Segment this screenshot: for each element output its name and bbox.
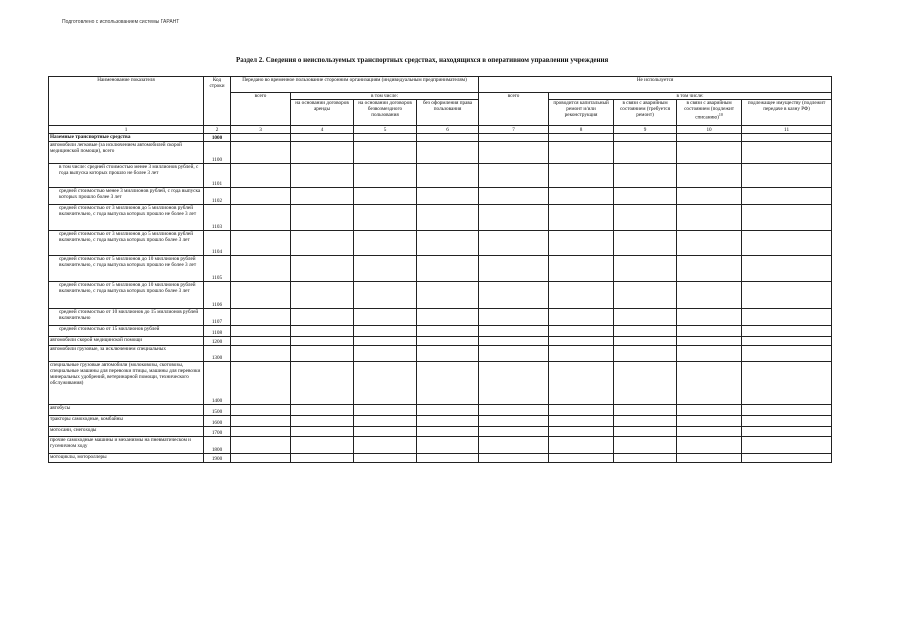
row-label: средней стоимостью от 5 миллионов до 10 миллионов рублей включительно, с года выпуска которых прошло более 3 лет xyxy=(49,282,204,309)
value-cell xyxy=(354,188,417,205)
value-cell xyxy=(291,282,354,309)
col-num: 2 xyxy=(204,126,231,134)
value-cell xyxy=(742,326,832,337)
row-label: тракторы самоходные, комбайны xyxy=(49,416,204,427)
value-cell xyxy=(549,142,614,164)
value-cell xyxy=(479,231,549,256)
value-cell xyxy=(479,454,549,463)
col-num: 1 xyxy=(49,126,204,134)
column-numbers-row xyxy=(49,126,832,134)
value-cell xyxy=(417,164,479,188)
row-code: 1108 xyxy=(204,326,231,337)
value-cell xyxy=(742,134,832,142)
value-cell xyxy=(479,437,549,454)
value-cell xyxy=(677,326,742,337)
col-num: 5 xyxy=(354,126,417,134)
value-cell xyxy=(354,346,417,362)
value-cell xyxy=(231,326,291,337)
table-row xyxy=(49,405,832,416)
value-cell xyxy=(417,454,479,463)
row-label: средней стоимостью от 15 миллионов рублей xyxy=(49,326,204,337)
value-cell xyxy=(291,142,354,164)
value-cell xyxy=(417,405,479,416)
value-cell xyxy=(231,142,291,164)
value-cell xyxy=(231,256,291,282)
value-cell xyxy=(614,134,677,142)
value-cell xyxy=(677,437,742,454)
value-cell xyxy=(231,282,291,309)
col-num: 6 xyxy=(417,126,479,134)
row-label: средней стоимостью от 10 миллионов до 15 миллионов рублей включительно xyxy=(49,309,204,326)
header-name: Наименование показателя xyxy=(49,77,204,126)
row-label: в том числе: средней стоимостью менее 3 миллионов рублей, с года выпуска которых прошло не более 3 лет xyxy=(49,164,204,188)
value-cell xyxy=(549,427,614,437)
value-cell xyxy=(549,437,614,454)
value-cell xyxy=(231,416,291,427)
table-row xyxy=(49,326,832,337)
value-cell xyxy=(549,188,614,205)
value-cell xyxy=(479,362,549,405)
value-cell xyxy=(291,362,354,405)
value-cell xyxy=(479,405,549,416)
value-cell xyxy=(291,454,354,463)
value-cell xyxy=(677,454,742,463)
value-cell xyxy=(231,164,291,188)
source-note: Подготовлено с использованием системы ГАРАНТ xyxy=(62,19,180,25)
row-label: специальные грузовые автомобили (молоковозы, скотовозы, специальные машины для перевозки птицы, машины для перевозки минеральных удобрений, ветеринарной помощи, технического обслуживания) xyxy=(49,362,204,405)
section-title: Раздел 2. Сведения о неиспользуемых транспортных средствах, находящихся в оперативном управлении учреждения xyxy=(236,56,609,64)
value-cell xyxy=(614,231,677,256)
row-code: 1105 xyxy=(204,256,231,282)
table-row xyxy=(49,282,832,309)
value-cell xyxy=(677,256,742,282)
value-cell xyxy=(354,142,417,164)
value-cell xyxy=(417,188,479,205)
value-cell xyxy=(479,326,549,337)
header-write-off-sup: 10 xyxy=(718,112,723,117)
header-rent: на основании договоров аренды xyxy=(291,100,354,126)
row-label: автобусы xyxy=(49,405,204,416)
value-cell xyxy=(742,362,832,405)
table-row xyxy=(49,231,832,256)
row-code: 1106 xyxy=(204,282,231,309)
value-cell xyxy=(291,309,354,326)
value-cell xyxy=(742,231,832,256)
value-cell xyxy=(231,454,291,463)
value-cell xyxy=(614,326,677,337)
value-cell xyxy=(742,416,832,427)
value-cell xyxy=(417,282,479,309)
value-cell xyxy=(417,142,479,164)
value-cell xyxy=(291,346,354,362)
value-cell xyxy=(549,362,614,405)
value-cell xyxy=(742,337,832,346)
value-cell xyxy=(354,309,417,326)
header-free-use: на основании договоров безвозмездного пользования xyxy=(354,100,417,126)
value-cell xyxy=(549,231,614,256)
value-cell xyxy=(354,362,417,405)
value-cell xyxy=(291,437,354,454)
value-cell xyxy=(614,454,677,463)
value-cell xyxy=(614,188,677,205)
value-cell xyxy=(549,134,614,142)
col-num: 8 xyxy=(549,126,614,134)
value-cell xyxy=(417,427,479,437)
value-cell xyxy=(614,427,677,437)
value-cell xyxy=(549,282,614,309)
row-code: 1400 xyxy=(204,362,231,405)
value-cell xyxy=(549,309,614,326)
value-cell xyxy=(479,416,549,427)
value-cell xyxy=(231,205,291,231)
value-cell xyxy=(354,231,417,256)
value-cell xyxy=(231,231,291,256)
row-label: средней стоимостью от 3 миллионов до 5 миллионов рублей включительно, с года выпуска которых прошло не более 3 лет xyxy=(49,205,204,231)
value-cell xyxy=(479,337,549,346)
value-cell xyxy=(614,405,677,416)
table-body xyxy=(49,134,832,463)
table-row xyxy=(49,142,832,164)
table-row xyxy=(49,256,832,282)
value-cell xyxy=(231,337,291,346)
value-cell xyxy=(417,416,479,427)
value-cell xyxy=(677,164,742,188)
value-cell xyxy=(291,256,354,282)
value-cell xyxy=(677,231,742,256)
value-cell xyxy=(354,256,417,282)
value-cell xyxy=(417,256,479,282)
value-cell xyxy=(354,427,417,437)
row-code: 1300 xyxy=(204,346,231,362)
value-cell xyxy=(231,134,291,142)
header-transfer-rf: подлежащее имуществу (подлежит передаче в казну РФ) xyxy=(742,100,832,126)
value-cell xyxy=(231,309,291,326)
col-num: 10 xyxy=(677,126,742,134)
value-cell xyxy=(742,164,832,188)
value-cell xyxy=(677,134,742,142)
row-code: 1900 xyxy=(204,454,231,463)
value-cell xyxy=(291,231,354,256)
value-cell xyxy=(479,142,549,164)
row-code: 1100 xyxy=(204,142,231,164)
value-cell xyxy=(417,437,479,454)
table-row xyxy=(49,309,832,326)
header-write-off xyxy=(677,100,742,126)
value-cell xyxy=(479,134,549,142)
col-num: 11 xyxy=(742,126,832,134)
value-cell xyxy=(742,405,832,416)
value-cell xyxy=(479,427,549,437)
value-cell xyxy=(231,346,291,362)
value-cell xyxy=(742,454,832,463)
value-cell xyxy=(354,337,417,346)
value-cell xyxy=(417,337,479,346)
value-cell xyxy=(291,326,354,337)
table-row xyxy=(49,454,832,463)
table-row xyxy=(49,437,832,454)
value-cell xyxy=(417,346,479,362)
value-cell xyxy=(291,164,354,188)
value-cell xyxy=(742,437,832,454)
value-cell xyxy=(614,309,677,326)
value-cell xyxy=(614,346,677,362)
row-label: Наземные транспортные средства xyxy=(49,134,204,142)
value-cell xyxy=(417,231,479,256)
value-cell xyxy=(354,164,417,188)
header-transferred-total: всего xyxy=(231,93,291,126)
value-cell xyxy=(291,405,354,416)
value-cell xyxy=(742,309,832,326)
value-cell xyxy=(479,346,549,362)
value-cell xyxy=(417,205,479,231)
value-cell xyxy=(231,188,291,205)
header-code: Код строки xyxy=(204,77,231,126)
col-num: 4 xyxy=(291,126,354,134)
table-row xyxy=(49,346,832,362)
value-cell xyxy=(742,427,832,437)
row-label: средней стоимостью от 5 миллионов до 10 миллионов рублей включительно, с года выпуска которых прошло не более 3 лет xyxy=(49,256,204,282)
table-row xyxy=(49,416,832,427)
value-cell xyxy=(354,416,417,427)
table-row xyxy=(49,337,832,346)
value-cell xyxy=(549,256,614,282)
value-cell xyxy=(614,337,677,346)
header-no-docs: без оформления права пользования xyxy=(417,100,479,126)
value-cell xyxy=(614,142,677,164)
value-cell xyxy=(354,134,417,142)
value-cell xyxy=(677,337,742,346)
row-label: автомобили скорой медицинской помощи xyxy=(49,337,204,346)
value-cell xyxy=(231,437,291,454)
value-cell xyxy=(677,188,742,205)
value-cell xyxy=(291,337,354,346)
row-label: средней стоимостью менее 3 миллионов рублей, с года выпуска которых прошло более 3 лет xyxy=(49,188,204,205)
value-cell xyxy=(479,256,549,282)
value-cell xyxy=(614,256,677,282)
value-cell xyxy=(549,405,614,416)
table-row xyxy=(49,188,832,205)
vehicles-table xyxy=(48,76,832,463)
value-cell xyxy=(677,427,742,437)
row-code: 1102 xyxy=(204,188,231,205)
table-row xyxy=(49,164,832,188)
value-cell xyxy=(677,205,742,231)
row-code: 1000 xyxy=(204,134,231,142)
value-cell xyxy=(354,326,417,337)
table-row xyxy=(49,427,832,437)
value-cell xyxy=(614,164,677,188)
row-code: 1101 xyxy=(204,164,231,188)
value-cell xyxy=(549,337,614,346)
value-cell xyxy=(614,362,677,405)
row-code: 1700 xyxy=(204,427,231,437)
value-cell xyxy=(742,142,832,164)
value-cell xyxy=(677,309,742,326)
value-cell xyxy=(291,134,354,142)
header-write-off-text: в связи с аварийным состоянием (подлежит списанию) xyxy=(684,100,735,121)
value-cell xyxy=(291,427,354,437)
row-label: мотосани, снегоходы xyxy=(49,427,204,437)
row-label: автомобили легковые (за исключением автомобилей скорой медицинской помощи), всего xyxy=(49,142,204,164)
header-not-used-incl: в том числе: xyxy=(549,93,832,100)
value-cell xyxy=(291,205,354,231)
row-label: автомобили грузовые, за исключением специальных xyxy=(49,346,204,362)
row-code: 1107 xyxy=(204,309,231,326)
value-cell xyxy=(614,416,677,427)
row-code: 1600 xyxy=(204,416,231,427)
value-cell xyxy=(742,205,832,231)
value-cell xyxy=(549,164,614,188)
header-transferred: Передано во временное пользование сторонним организациям (индивидуальным предпринимателям) xyxy=(231,77,479,93)
value-cell xyxy=(291,416,354,427)
value-cell xyxy=(354,282,417,309)
value-cell xyxy=(354,437,417,454)
header-transferred-incl: в том числе: xyxy=(291,93,479,100)
value-cell xyxy=(231,362,291,405)
value-cell xyxy=(677,346,742,362)
value-cell xyxy=(677,405,742,416)
header-repair: проводится капитальный ремонт и/или реконструкция xyxy=(549,100,614,126)
value-cell xyxy=(479,205,549,231)
row-label: прочие самоходные машины и механизмы на пневматическом и гусеничном ходу xyxy=(49,437,204,454)
row-code: 1800 xyxy=(204,437,231,454)
value-cell xyxy=(742,346,832,362)
table-row xyxy=(49,134,832,142)
row-code: 1500 xyxy=(204,405,231,416)
value-cell xyxy=(677,416,742,427)
value-cell xyxy=(614,437,677,454)
header-not-used-total: всего xyxy=(479,93,549,126)
value-cell xyxy=(231,405,291,416)
value-cell xyxy=(354,454,417,463)
value-cell xyxy=(549,205,614,231)
value-cell xyxy=(677,282,742,309)
value-cell xyxy=(742,282,832,309)
value-cell xyxy=(417,362,479,405)
value-cell xyxy=(677,142,742,164)
value-cell xyxy=(417,326,479,337)
value-cell xyxy=(354,405,417,416)
value-cell xyxy=(742,256,832,282)
value-cell xyxy=(417,134,479,142)
table-row xyxy=(49,362,832,405)
row-label: мотоциклы, мотороллеры xyxy=(49,454,204,463)
value-cell xyxy=(479,188,549,205)
col-num: 3 xyxy=(231,126,291,134)
value-cell xyxy=(417,309,479,326)
col-num: 9 xyxy=(614,126,677,134)
value-cell xyxy=(614,205,677,231)
value-cell xyxy=(479,164,549,188)
row-code: 1103 xyxy=(204,205,231,231)
value-cell xyxy=(549,416,614,427)
table-row xyxy=(49,205,832,231)
header-emergency: в связи с аварийным состоянием (требуется ремонт) xyxy=(614,100,677,126)
row-label: средней стоимостью от 3 миллионов до 5 миллионов рублей включительно, с года выпуска которых прошло более 3 лет xyxy=(49,231,204,256)
value-cell xyxy=(549,346,614,362)
value-cell xyxy=(231,427,291,437)
value-cell xyxy=(479,309,549,326)
value-cell xyxy=(291,188,354,205)
value-cell xyxy=(677,362,742,405)
col-num: 7 xyxy=(479,126,549,134)
header-not-used: Не используется xyxy=(479,77,832,93)
row-code: 1200 xyxy=(204,337,231,346)
row-code: 1104 xyxy=(204,231,231,256)
value-cell xyxy=(479,282,549,309)
value-cell xyxy=(614,282,677,309)
value-cell xyxy=(549,454,614,463)
value-cell xyxy=(354,205,417,231)
value-cell xyxy=(549,326,614,337)
value-cell xyxy=(742,188,832,205)
